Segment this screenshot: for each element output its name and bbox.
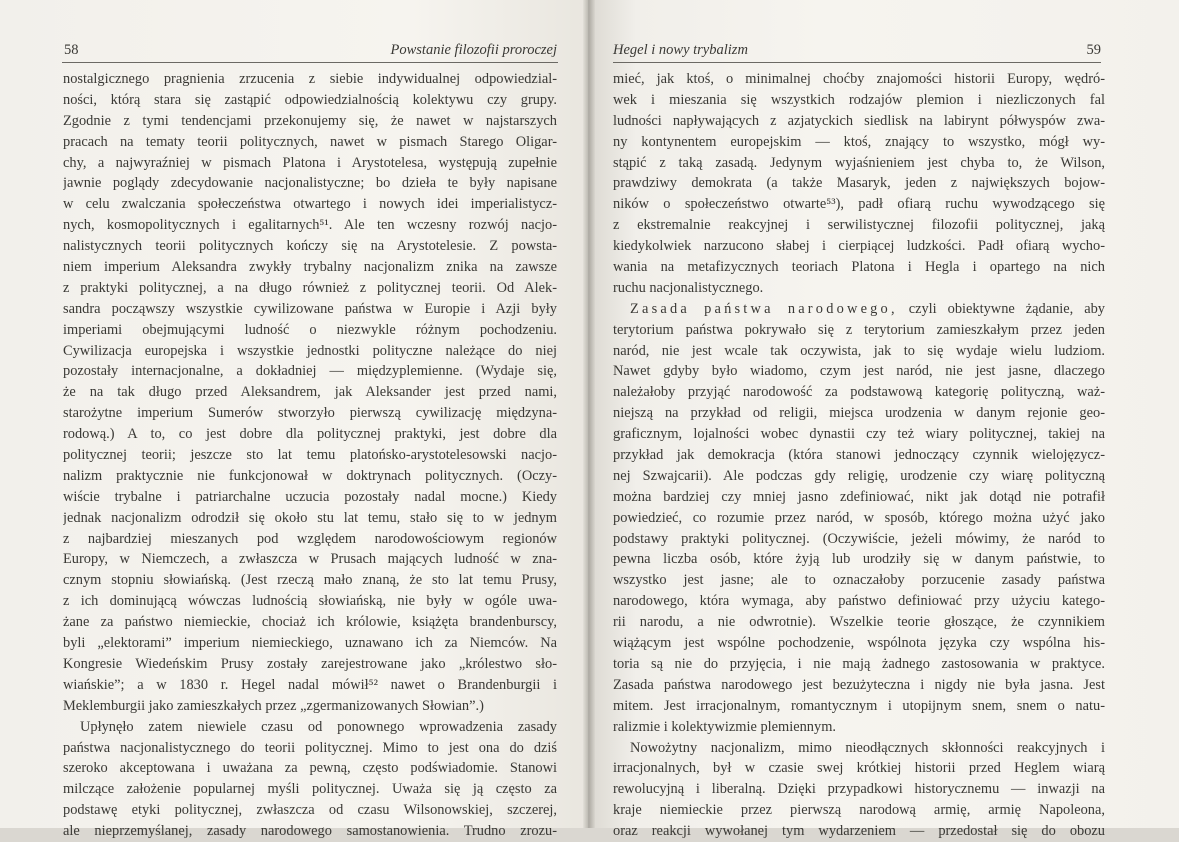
text-line: ale nieprzemyślanej, zasady narodowego samostanowienia. Trudno zrozu-	[63, 823, 557, 840]
text-line: wszystko jest jasne; ale to oznaczałoby porzucenie zasady państwa	[613, 572, 1105, 589]
text-line: pozostały internacjonalne, a dokładniej — międzyplemienne. (Wydaje się,	[63, 363, 557, 380]
text-line: imperiami obejmującymi ludność o niezwykle różnym pochodzeniu.	[63, 321, 557, 338]
text-line: Europy, w Niemczech, a zwłaszcza w Prusach mających ludność w zna-	[63, 551, 557, 568]
text-line: chy, a najwyraźniej w pismach Platona i Arystotelesa, występują zupełnie	[63, 154, 557, 171]
text-line: w celu zwalczania społeczeństwa otwartego i nowych idei imperialistycz-	[63, 196, 557, 213]
text-line: Upłynęło zatem niewiele czasu od ponownego wprowadzenia zasady	[80, 718, 557, 735]
text-line: narodowego, która wymaga, aby państwo definiować przy użyciu katego-	[613, 593, 1105, 610]
text-line: ności, którą stara się zastąpić odpowiedzialnością kolektywu czy grupy.	[63, 91, 557, 108]
right-page	[589, 0, 1179, 840]
text-line: nalistycznych teorii politycznych kończy się na Arystotelesie. Z powsta-	[63, 238, 557, 255]
text-line: byli „elektorami” imperium niemieckiego, uznawano ich za Niemców. Na	[63, 635, 557, 652]
text-line: z ekstremalnie reakcyjnej i serwilistycznej filozofii politycznej, jaką	[613, 217, 1105, 234]
text-line: podstawę etyki politycznej, zwłaszcza od czasu Wilsonowskiej, szczerej,	[63, 802, 557, 819]
right-running-head	[613, 42, 1101, 59]
text-line: rewolucyjną i liberalną. Dzięki przypadkowi historycznemu — inwazji na	[613, 781, 1105, 798]
text-line: z ich dominującą wówczas ludnością słowiańską, nie były w ogóle uwa-	[63, 593, 557, 610]
text-line: kiedykolwiek narzucono słabej i cierpiącej ludzkości. Padł ofiarą wycho-	[613, 238, 1105, 255]
text-line: nostalgicznego pragnienia zrzucenia z siebie indywidualnej odpowiedzial-	[63, 71, 557, 87]
text-line: z praktyki politycznej, a na długo również z politycznej teorii. Od Alek-	[63, 279, 557, 296]
text-line: że na tak długo przed Aleksandrem, jak Aleksander jest przed nami,	[63, 384, 557, 401]
text-line: Meklemburgii jako zamieszkałych przez „zgermanizowanych Słowian”.)	[63, 697, 484, 714]
text-line: toria są nie do przyjęcia, i nie mają żadnego zastosowania w praktyce.	[613, 655, 1105, 672]
text-line: ruchu nacjonalistycznego.	[613, 279, 764, 296]
text-line: ralizmie i kolektywizmie plemiennym.	[613, 718, 836, 735]
text-line: mitem. Jest irracjonalnym, romantycznym i utopijnym snem, snem o natu-	[613, 697, 1105, 714]
text-line: mieć, jak ktoś, o minimalnej choćby znajomości historii Europy, wędró-	[613, 71, 1105, 87]
text-line: politycznej teorii; jeszcze sto lat temu platońsko-arystotelesowski nacjo-	[63, 447, 557, 464]
text-line: pracach na tematy teorii politycznych, nawet w pismach Starego Oligar-	[63, 133, 557, 150]
text-line: wek i mieszania się wszystkich rodzajów plemion i niezliczonych fal	[613, 91, 1105, 108]
right-body-text	[613, 69, 1105, 842]
text-line: wiańskie”; a w 1830 r. Hegel nadal mówił⁵² nawet o Brandenburgii i	[63, 676, 557, 693]
text-line: oraz reakcji wywołanej tym wydarzeniem — przedostał się do obozu	[613, 823, 1105, 840]
text-line: ników o społeczeństwo otwarte⁵³), padł ofiarą ruchu wywodzącego się	[613, 196, 1105, 213]
text-line: milczące założenie popularnej myśli politycznej. Uważa się ją często za	[63, 781, 557, 798]
text-line: niem imperium Aleksandra zwykły trybalny nacjonalizm znika na zawsze	[63, 259, 557, 276]
header-rule	[613, 62, 1101, 63]
text-line: należałoby przyjąć narodowość za podstawową kategorię polityczną, waż-	[613, 384, 1105, 401]
page-number: 59	[1086, 42, 1101, 58]
text-line: kraje niemieckie przez pierwszą narodową armię, armię Napoleona,	[613, 802, 1105, 819]
text-line: niejszą na przykład od religii, miejsca urodzenia w danym rejonie geo-	[613, 405, 1105, 422]
text-line: żane za państwo niemieckie, chociaż ich królowie, książęta brandenburscy,	[63, 614, 557, 631]
running-title: Hegel i nowy trybalizm	[613, 42, 748, 58]
text-line: wiążącym jest wspólne pochodzenie, wspólnota języka czy wspólna his-	[613, 635, 1105, 652]
text-line: pewna liczba osób, które żyją lub urodziły się w danym państwie, to	[613, 551, 1105, 568]
page-number: 58	[64, 42, 79, 58]
book-gutter	[583, 0, 595, 828]
header-rule	[62, 62, 558, 63]
text-line: rodową.) A to, co jest dobre dla politycznej praktyki, jest dobre dla	[63, 426, 557, 443]
text-line: wiście trybalne i patriarchalne uczucia pozostały nadal mocne.) Kiedy	[63, 488, 557, 505]
text-line: ny kontynentem europejskim — ktoś, znający to wszystko, mógł wy-	[613, 133, 1105, 150]
text-line: państwa nacjonalistycznego do teorii politycznej. Mimo to jest ona do dziś	[63, 739, 557, 756]
text-line: cznym stopniu słowiańską. (Jest rzeczą mało znaną, że sto lat temu Prusy,	[63, 572, 557, 589]
text-line: szeroko akceptowana i uważana za pewną, często podświadomie. Stanowi	[63, 760, 557, 777]
text-line: Zasada państwa narodowego jest bezużyteczna i nigdy nie była jasna. Jest	[613, 676, 1105, 693]
left-running-head	[64, 42, 557, 59]
text-line: można bardziej czy mniej jasno zdefiniować, nikt jak dotąd nie potrafił	[613, 488, 1105, 505]
text-line: podstawy praktyki politycznej. (Oczywiście, jeżeli mówimy, że naród to	[613, 530, 1105, 547]
left-page	[0, 0, 588, 840]
text-line: Zasada państwa narodowego, czyli obiektywne żądanie, aby	[630, 300, 1105, 317]
text-line: Nowożytny nacjonalizm, mimo nieodłącznych skłonności reakcyjnych i	[630, 739, 1105, 756]
text-line: wania na metafizycznych teoriach Platona i Hegla i opartego na nich	[613, 259, 1105, 276]
text-line: starożytne imperium Sumerów stworzyło pierwszą cywilizację międzyna-	[63, 405, 557, 422]
text-line: sandra począwszy wszystkie cywilizowane państwa w Europie i Azji były	[63, 300, 557, 317]
running-title: Powstanie filozofii proroczej	[390, 42, 557, 58]
text-line: terytorium państwa pokrywało się z terytorium zamieszkałym przez jeden	[613, 321, 1105, 338]
text-line: jawnie poglądy zdecydowanie nacjonalistyczne; bo dzieła te były napisane	[63, 175, 557, 192]
text-line: z najbardziej mieszanych pod względem narodowościowym regionów	[63, 530, 557, 547]
text-line: Cywilizacja europejska i wszystkie jednostki polityczne należące do niej	[63, 342, 557, 359]
text-line: nych, kosmopolitycznych i egalitarnych⁵¹. Ale ten wczesny rozwój nacjo-	[63, 217, 557, 234]
text-line: irracjonalnych, był w czasie swej krótkiej historii przed Heglem wiarą	[613, 760, 1105, 777]
text-line: nalizm praktycznie nie funkcjonował w doktrynach politycznych. (Oczy-	[63, 467, 557, 484]
text-line: nej Szwajcarii). Ale podczas gdy religię, urodzenie czy wiarę polityczną	[613, 467, 1105, 484]
text-line: przykład jak demokracja (która stanowi jednoczący czynnik wielojęzycz-	[613, 447, 1105, 464]
text-line: Nawet gdyby było wiadomo, czym jest naród, nie jest jasne, dlaczego	[613, 363, 1105, 380]
text-line: rii narodu, a nie odwrotnie). Wszelkie teorie głoszące, że czynnikiem	[613, 614, 1105, 631]
text-line: Kongresie Wiedeńskim Prusy zostały zarejestrowane jako „królestwo sło-	[63, 655, 557, 672]
text-line: naród, nie jest wcale tak oczywista, jak to się wydaje wielu ludziom.	[613, 342, 1105, 359]
text-line: jednak nacjonalizm odrodził się około stu lat temu, stało się to w jednym	[63, 509, 557, 526]
text-line: Zgodnie z tymi tendencjami przekonujemy się, że nawet w najstarszych	[63, 112, 557, 129]
text-line: ludności napływających z azjatyckich siedlisk na labirynt półwyspów zwa-	[613, 112, 1105, 129]
text-line: graficznym, lojalności wobec dynastii czy też wiary politycznej, takiej na	[613, 426, 1105, 443]
left-body-text	[63, 69, 557, 842]
text-line: prawdziwy demokrata (a także Masaryk, jeden z największych bojow-	[613, 175, 1105, 192]
text-line: powiedzieć, co rozumie przez naród, w sposób, którego można użyć jako	[613, 509, 1105, 526]
text-line: stąpić z taką zasadą. Jedynym wyjaśnieniem jest chyba to, że Wilson,	[613, 154, 1105, 171]
